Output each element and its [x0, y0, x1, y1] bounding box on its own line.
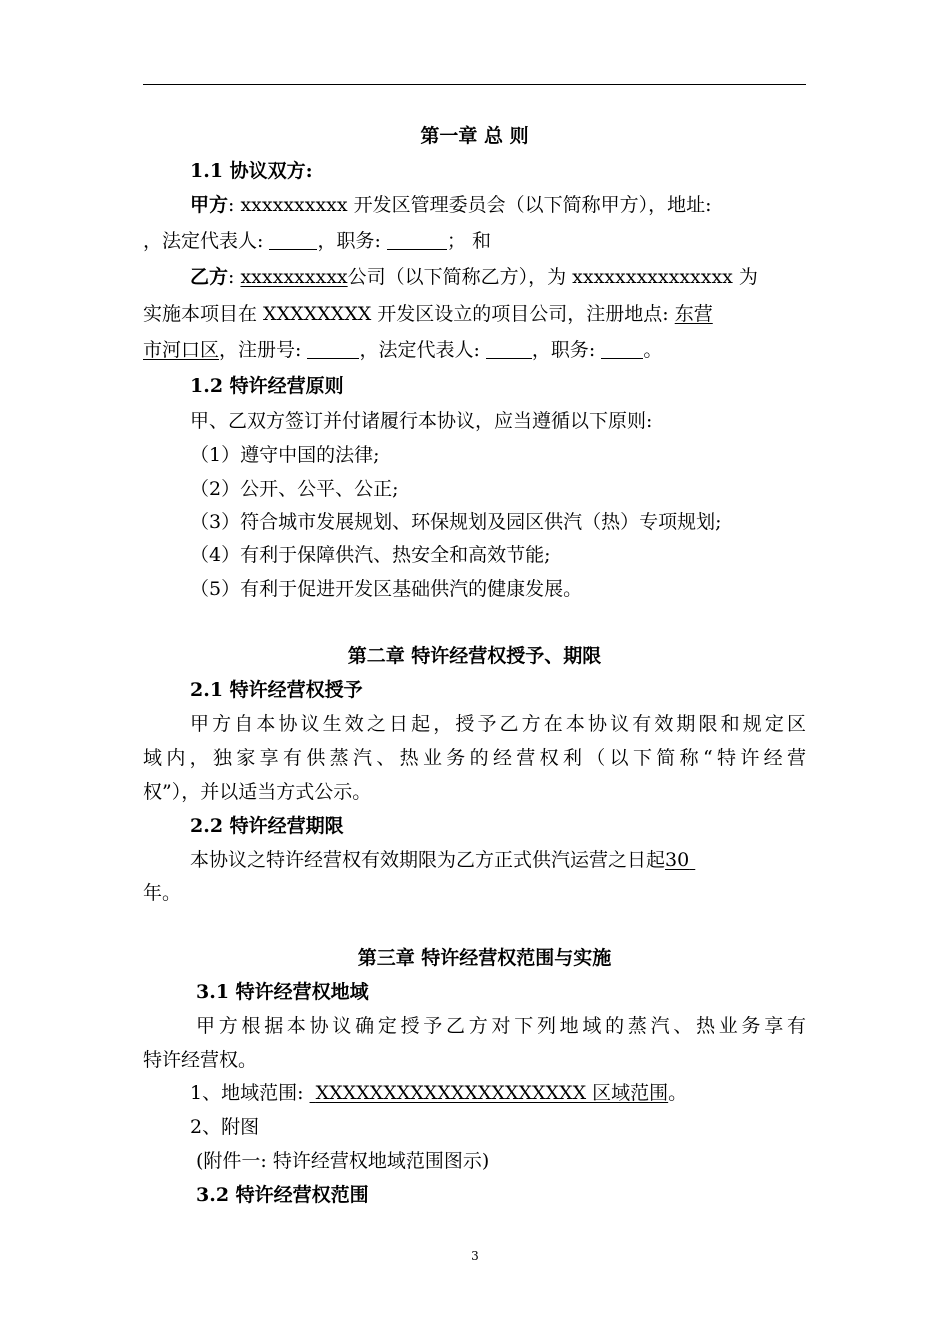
section-2-2-heading: 2.2 特许经营期限 [190, 815, 344, 837]
area-range-label: 1、地域范围: [190, 1082, 310, 1104]
party-b-representative-blank [486, 340, 532, 359]
section-2-1-line-3: 权”），并以适当方式公示。 [143, 781, 372, 803]
party-a-text: : xxxxxxxxxx 开发区管理委员会（以下简称甲方），地址: [228, 194, 712, 216]
section-3-1-heading: 3.1 特许经营权地域 [196, 981, 369, 1003]
header-rule [143, 84, 806, 85]
and-text: ； 和 [446, 230, 491, 252]
principle-item-1: （1）遵守中国的法律; [190, 444, 380, 466]
party-b-line-2-text: 实施本项目在 XXXXXXXX 开发区设立的项目公司，注册地点: [143, 303, 675, 325]
position-label: ，职务: [317, 230, 387, 252]
area-range-end: 。 [668, 1082, 688, 1104]
representative-label: ，法定代表人: [143, 230, 270, 252]
map-label: 2、附图 [190, 1116, 260, 1138]
section-1-1-heading: 1.1 协议双方: [190, 160, 313, 182]
party-a-line-2 [143, 229, 806, 253]
registration-no-label: ，注册号: [219, 339, 308, 361]
principle-item-2: （2）公开、公平、公正; [190, 478, 399, 500]
party-a-paragraph [190, 193, 806, 217]
section-2-1-line-2: 域内，独家享有供蒸汽、热业务的经营权利（以下简称“特许经营 [143, 747, 806, 769]
term-text: 本协议之特许经营权有效期限为乙方正式供汽运营之日起 [190, 849, 666, 871]
party-b-position-label: ，职务: [531, 339, 602, 361]
party-b-label: 乙方 [190, 266, 229, 288]
principle-item-3: （3）符合城市发展规划、环保规划及园区供汽（热）专项规划; [190, 511, 722, 533]
chapter-1-title: 第一章 总 则 [420, 125, 529, 147]
party-b-position-blank [601, 340, 643, 359]
page-number: 3 [471, 1249, 479, 1263]
party-b-paragraph [190, 265, 806, 289]
section-1-2-heading: 1.2 特许经营原则 [190, 375, 344, 397]
term-years-underline-pad [689, 849, 695, 871]
section-2-1-line-1: 甲方自本协议生效之日起，授予乙方在本协议有效期限和规定区 [190, 713, 806, 735]
registration-location-2: 市河口区 [143, 339, 220, 361]
party-b-representative-label: ，法定代表人: [359, 339, 486, 361]
period: 。 [643, 339, 663, 361]
section-2-2-line-2: 年。 [143, 882, 182, 904]
area-range-value: XXXXXXXXXXXXXXXXXXXX 区域范围 [315, 1082, 669, 1104]
registration-no-blank [307, 340, 359, 359]
section-3-1-line-1: 甲方根据本协议确定授予乙方对下列地域的蒸汽、热业务享有 [196, 1015, 806, 1037]
section-2-2-line-1 [190, 848, 806, 872]
section-3-2-heading: 3.2 特许经营权范围 [196, 1184, 369, 1206]
area-range [190, 1081, 806, 1105]
attachment-note: (附件一: 特许经营权地域范围图示) [196, 1150, 490, 1172]
party-b-line-3 [143, 338, 806, 362]
representative-blank [269, 231, 317, 250]
party-b-colon: : [228, 266, 241, 288]
chapter-2-title: 第二章 特许经营权授予、期限 [347, 645, 602, 667]
registration-location-1: 东营 [674, 303, 713, 325]
principle-item-5: （5）有利于促进开发区基础供汽的健康发展。 [190, 578, 583, 600]
position-blank [387, 231, 447, 250]
principles-intro: 甲、乙双方签订并付诸履行本协议，应当遵循以下原则: [190, 410, 653, 432]
principle-item-4: （4）有利于保障供汽、热安全和高效节能; [190, 544, 551, 566]
section-3-1-line-2: 特许经营权。 [143, 1049, 258, 1071]
party-b-line-2 [143, 302, 806, 326]
chapter-3-title: 第三章 特许经营权范围与实施 [357, 947, 612, 969]
party-b-text: 公司（以下简称乙方），为 xxxxxxxxxxxxxxx 为 [347, 266, 758, 288]
section-2-1-heading: 2.1 特许经营权授予 [190, 679, 363, 701]
party-a-label: 甲方 [190, 194, 229, 216]
party-b-company: xxxxxxxxxx [240, 266, 348, 288]
term-years: 30 [665, 849, 690, 871]
